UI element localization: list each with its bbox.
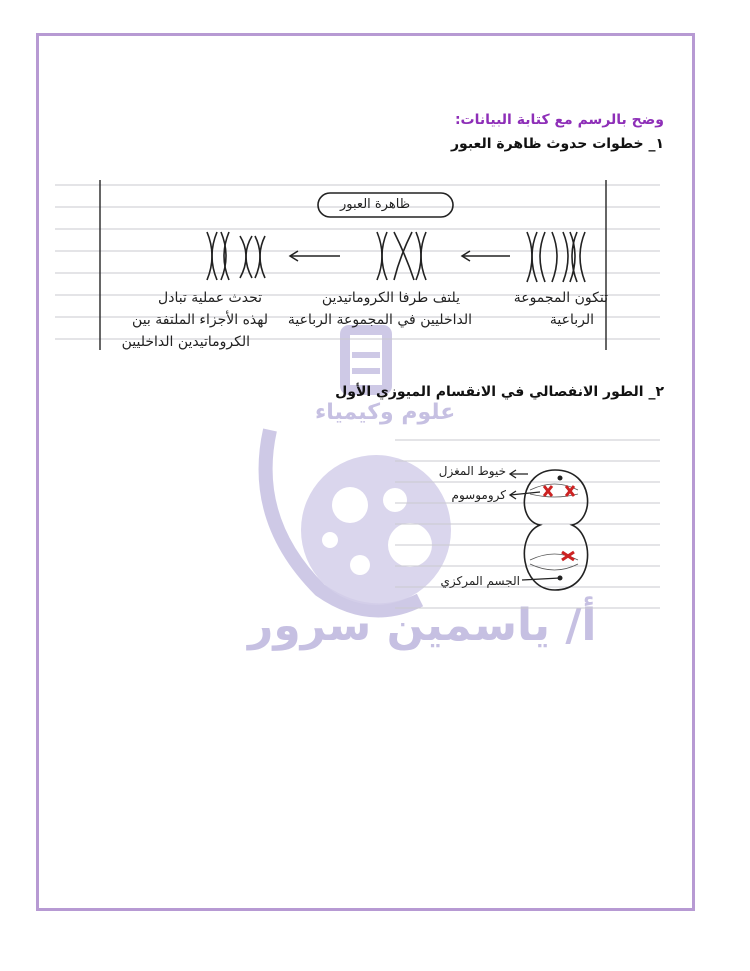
step2-line1: يلتف طرفا الكروماتيدين (321, 290, 460, 306)
crossing-over-title: ظاهرة العبور (340, 197, 411, 212)
question-2-heading: ٢_ الطور الانفصالي في الانقسام الميوزي الأول (335, 384, 664, 400)
watermark-subject: علوم وكيمياء (315, 400, 456, 425)
step3-line2: لهذه الأجزاء الملتفة بين (132, 312, 268, 328)
step1-line2: الرباعية (549, 312, 594, 328)
label-spindle-fibers: خيوط المغزل (438, 464, 506, 478)
step2-line2: الداخليين في المجموعة الرباعية (287, 312, 472, 328)
instruction-heading: وضح بالرسم مع كتابة البيانات: (454, 112, 664, 128)
centrosome-top-icon (558, 476, 563, 481)
label-chromosome: كروموسوم (451, 488, 506, 502)
step3-line1: تحدث عملية تبادل (158, 290, 262, 306)
label-centrosome: الجسم المركزي (440, 574, 520, 588)
step3-line3: الكروماتيدين الداخليين (121, 334, 250, 350)
question-1-heading: ١_ خطوات حدوث ظاهرة العبور (451, 136, 664, 152)
watermark-teacher: أ/ ياسمين سرور (248, 600, 597, 651)
step1-line1: تتكون المجموعة (513, 290, 608, 306)
